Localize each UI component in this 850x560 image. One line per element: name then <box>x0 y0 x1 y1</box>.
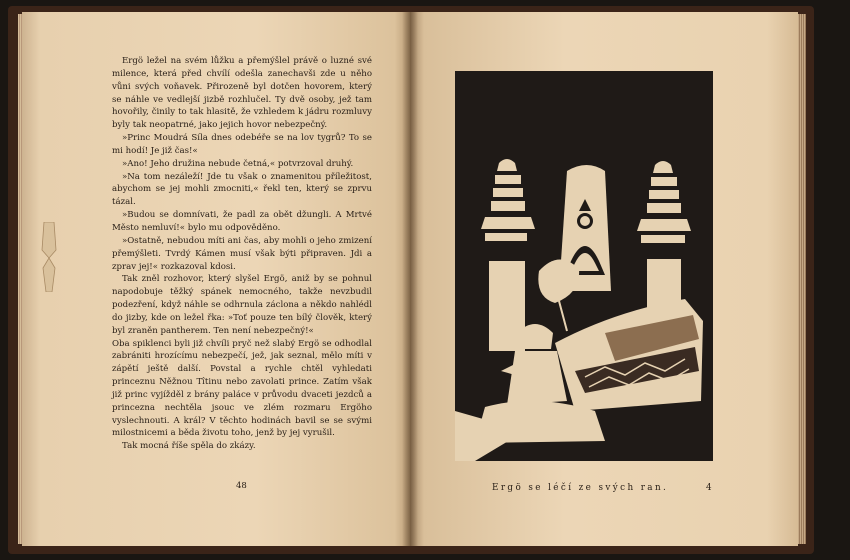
bookmark-ribbon <box>40 222 58 292</box>
paragraph: Oba spiklenci byli již chvíli pryč než slabý Ergö se odhodlal zabrániti hrozícímu nebezpečí, jež, jak seznal, mělo míti v zápětí ještě další. Povstal a rychle chtěl vyhledati princeznu Něžnou Tîtinu nebo zavolati prince. Zatím však již princ vyjížděl z brány paláce v průvodu dvaceti jezdců a princezna nechtěla jsouc ve zlém rozmaru Ergöho vyslechnouti. A král? V těchto hodinách bavil se se svými milostnicemi a běda životu toho, jenž by jej vyrušil. <box>112 338 372 439</box>
paragraph: »Budou se domnívati, že padl za obět džungli. A Mrtvé Město nemluví!« bylo mu odpověděno. <box>112 210 372 233</box>
paragraph: »Princ Moudrá Síla dnes odebéře se na lov tygrů? To se mi hodí! Je již čas!« <box>112 133 372 156</box>
left-page-text <box>112 55 372 453</box>
woodcut-illustration <box>455 71 713 461</box>
paragraph: Ergö ležel na svém lůžku a přemýšlel právě o luzné své milence, která před chvílí odešla zanechavši zde u něho vůni svých voňavek. Přirozeně byl dotčen hovorem, který se náhle ve vedlejší jizbě rozhlučel. Ty dvě osoby, jež tam hovořily, činily to tak hlasitě, že vzhledem k jádru rozmluvy byly tak neopatrné, jako jejich hovor nebezpečný. <box>112 56 372 131</box>
page-number-right: 4 <box>706 483 712 493</box>
paragraph: Tak zněl rozhovor, který slyšel Ergö, aniž by se pohnul napodobuje těžký spánek nemocného, takže nevzbudil podezření, když náhle se odhrnula záclona a někdo nahlédl do jizby, kde on ležel řka: »Toť pouze ten bílý člověk, který byl zraněn pantherem. Ten není nebezpečný!« <box>112 274 372 336</box>
paragraph: »Ostatně, nebudou míti ani čas, aby mohli o jeho zmizení přemýšleti. Tvrdý Kámen musí však býti připraven. Jdi a zprav jej!« rozkazoval kdosi. <box>112 235 372 272</box>
illustration-caption: Ergö se léčí ze svých ran. <box>492 483 669 493</box>
page-number-left: 48 <box>236 481 247 491</box>
paragraph: Tak mocná říše spěla do zkázy. <box>122 441 256 452</box>
book-spine <box>402 12 418 546</box>
paragraph: »Na tom nezáleží! Jde tu však o znamenitou příležitost, abychom se jej mohli zmocniti,« řekl ten, který se zprvu tázal. <box>112 171 372 208</box>
paragraph: »Ano! Jeho družina nebude četná,« potvrzoval druhý. <box>122 158 354 169</box>
